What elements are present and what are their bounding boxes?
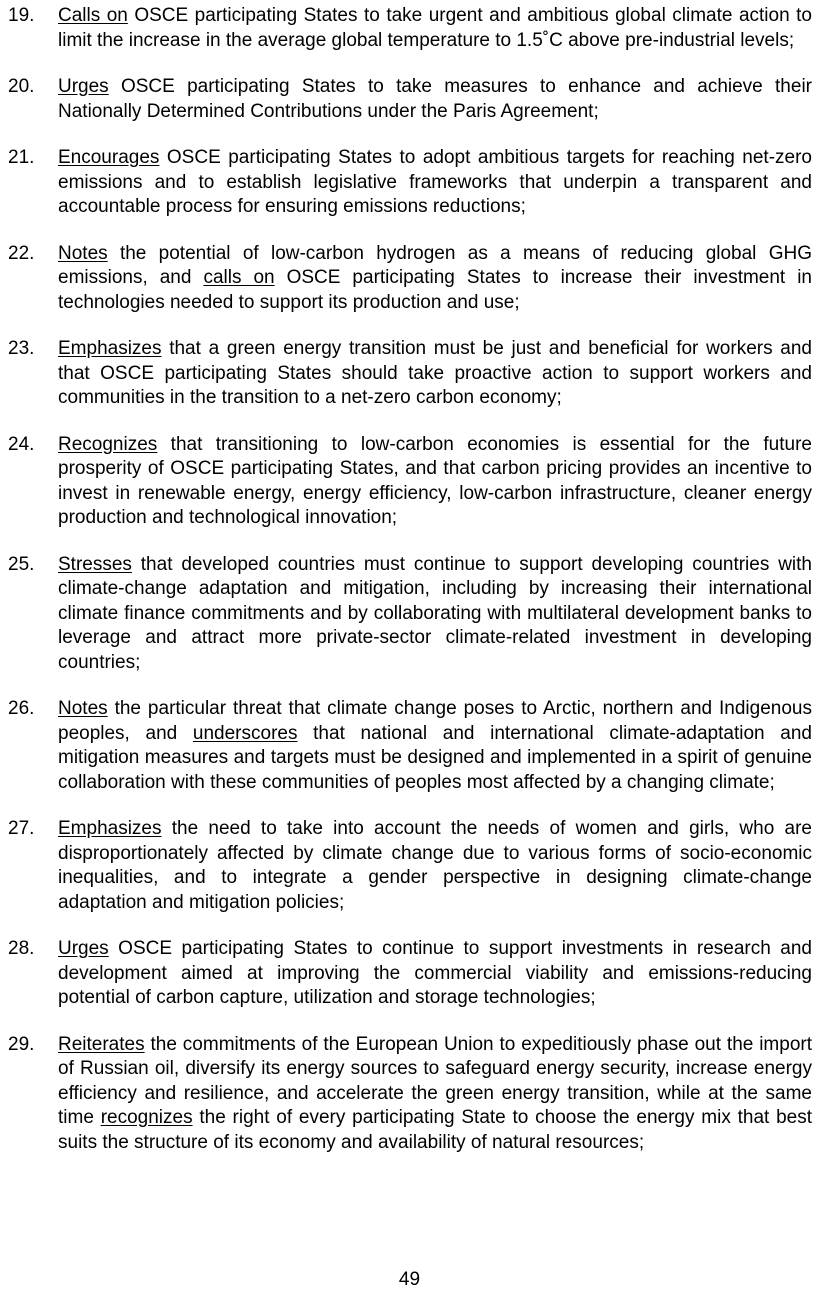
operative-verb: Encourages — [58, 147, 160, 168]
paragraph-22 — [8, 242, 812, 316]
paragraph-body: that a green energy transition must be just and beneficial for workers and that OSCE participating States should take proactive action to support workers and communities in the transition to a net-zero carbon economy; — [58, 338, 812, 408]
paragraph-number: 27. — [8, 818, 35, 839]
operative-verb: Notes — [58, 242, 108, 264]
paragraph-text — [58, 817, 812, 915]
paragraph-number: 20. — [8, 76, 35, 97]
paragraph-25 — [8, 553, 812, 676]
operative-verb: Reiterates — [58, 1033, 145, 1055]
operative-verb: Recognizes — [58, 433, 158, 455]
paragraph-body: OSCE participating States to take urgent and ambitious global climate action to limit the increase in the average global temperature to 1.5˚C above pre-industrial levels; — [58, 5, 812, 51]
paragraph-number: 25. — [8, 553, 35, 575]
paragraph-body: that developed countries must continue to support developing countries with climate-change adaptation and mitigation, including by increasing their international climate finance commitments and by collaborating with multilateral development banks to leverage and attract more private-sector climate-related investment in developing countries; — [58, 553, 812, 673]
operative-verb: Emphasizes — [58, 338, 162, 359]
paragraph-20 — [8, 75, 812, 124]
paragraph-19 — [8, 4, 812, 53]
paragraph-number: 21. — [8, 147, 35, 168]
paragraph-number: 29. — [8, 1033, 35, 1055]
paragraph-body: the commitments of the European Union to expeditiously phase out the import of Russian oil, diversify its energy sources to safeguard energy security, increase energy efficiency and resilience, and accelerate the green energy transition, while at the same time — [58, 1033, 812, 1128]
paragraph-body: OSCE participating States to continue to support investments in research and development aimed at improving the commercial viability and emissions-reducing potential of carbon capture, utilization and storage technologies; — [58, 938, 812, 1008]
operative-verb: Urges — [58, 76, 109, 97]
paragraph-text — [58, 937, 812, 1011]
paragraph-number: 28. — [8, 938, 35, 959]
operative-verb-secondary: underscores — [192, 722, 298, 744]
paragraph-body: the need to take into account the needs of women and girls, who are disproportionately affected by climate change due to various forms of socio-economic inequalities, and to integrate a gender perspective in designing climate-change adaptation and mitigation policies; — [58, 818, 812, 913]
paragraph-21 — [8, 146, 812, 220]
paragraph-text — [58, 1033, 812, 1156]
paragraph-29 — [8, 1033, 812, 1156]
resolution-paragraph-list — [8, 4, 812, 1177]
paragraph-number: 19. — [8, 5, 35, 26]
paragraph-body-continued: the right of every participating State to choose the energy mix that best suits the structure of its economy and availability of natural resources; — [58, 1107, 812, 1153]
paragraph-body-continued: that national and international climate-adaptation and mitigation measures and targets must be designed and implemented in a spirit of genuine collaboration with these communities of peoples most affected by a changing climate; — [58, 722, 812, 793]
operative-verb: Calls on — [58, 5, 128, 26]
paragraph-28 — [8, 937, 812, 1011]
paragraph-text — [58, 337, 812, 411]
paragraph-body: OSCE participating States to take measures to enhance and achieve their Nationally Determined Contributions under the Paris Agreement; — [58, 76, 812, 122]
paragraph-text — [58, 433, 812, 531]
paragraph-number: 26. — [8, 698, 35, 719]
paragraph-text — [58, 553, 812, 676]
paragraph-text — [58, 242, 812, 316]
operative-verb-secondary: calls on — [203, 267, 275, 288]
paragraph-body-continued: OSCE participating States to increase their investment in technologies needed to support its production and use; — [58, 267, 812, 313]
paragraph-number: 23. — [8, 338, 35, 359]
paragraph-number: 22. — [8, 242, 35, 264]
paragraph-text — [58, 697, 812, 795]
paragraph-text — [58, 75, 812, 124]
operative-verb: Stresses — [58, 553, 132, 575]
paragraph-text — [58, 4, 812, 53]
operative-verb: Urges — [58, 938, 109, 959]
paragraph-number: 24. — [8, 433, 35, 455]
paragraph-23 — [8, 337, 812, 411]
page-number: 49 — [398, 1269, 421, 1290]
operative-verb: Notes — [58, 698, 108, 719]
operative-verb: Emphasizes — [58, 818, 162, 839]
operative-verb-secondary: recognizes — [100, 1107, 193, 1128]
paragraph-26 — [8, 697, 812, 795]
paragraph-27 — [8, 817, 812, 915]
paragraph-text — [58, 146, 812, 220]
paragraph-24 — [8, 433, 812, 531]
paragraph-body: the potential of low-carbon hydrogen as a means of reducing global GHG emissions, and — [58, 242, 812, 288]
paragraph-body: that transitioning to low-carbon economies is essential for the future prosperity of OSCE participating States, and that carbon pricing provides an incentive to invest in renewable energy, energy efficiency, low-carbon infrastructure, cleaner energy production and technological innovation; — [58, 433, 812, 528]
paragraph-body: the particular threat that climate change poses to Arctic, northern and Indigenous peoples, and — [58, 698, 812, 744]
paragraph-body: OSCE participating States to adopt ambitious targets for reaching net-zero emissions and to establish legislative frameworks that underpin a transparent and accountable process for ensuring emissions reductions; — [58, 147, 812, 217]
